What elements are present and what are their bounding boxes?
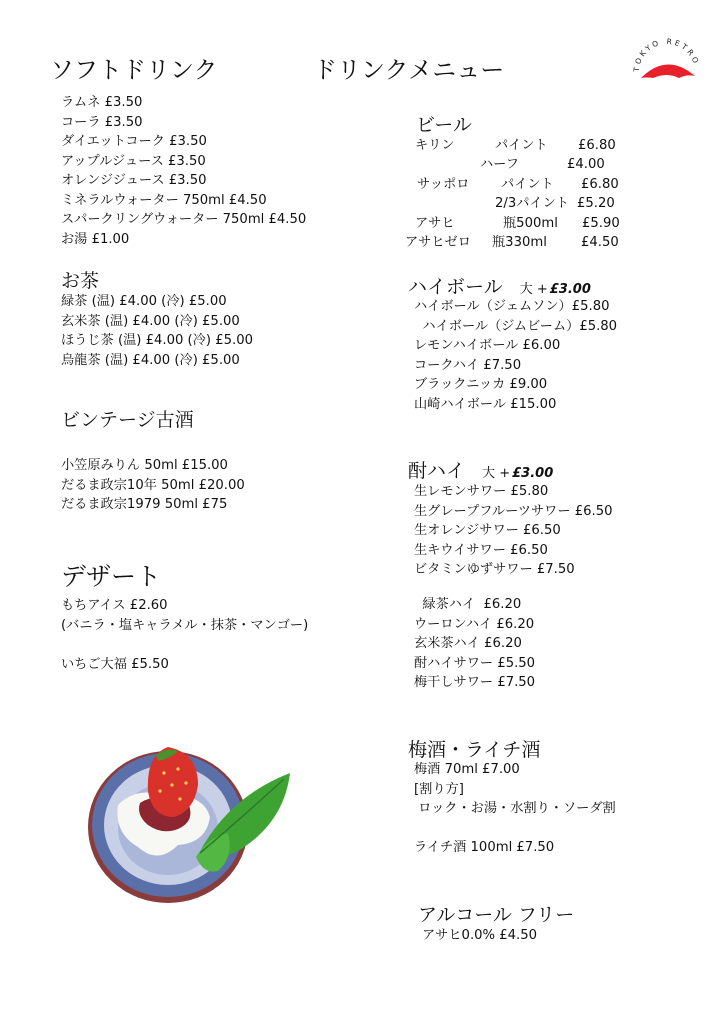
list-item: コーラ £3.50 <box>61 114 143 130</box>
list-item: オレンジジュース £3.50 <box>61 173 207 188</box>
list-item: ほうじ茶 (温) £4.00 (冷) £5.00 <box>61 333 253 348</box>
list-item: アップルジュース £3.50 <box>61 153 206 169</box>
list-item: もちアイス £2.60 <box>61 598 168 613</box>
list-item <box>414 819 616 839</box>
list-item: 山崎ハイボール £15.00 <box>414 396 557 412</box>
list-item: いちご大福 £5.50 <box>61 656 169 672</box>
beer-size: パイント <box>501 176 554 192</box>
list-item: だるま政宗10年 50ml £20.00 <box>61 477 245 493</box>
beer-name: サッポロ <box>417 176 470 192</box>
list-item: ダイエットコーク £3.50 <box>61 134 207 149</box>
highball-list <box>414 297 617 414</box>
beer-price: £5.90 <box>582 215 620 231</box>
beer-price: £4.00 <box>567 157 605 173</box>
table-row <box>405 233 645 252</box>
large-size-label: 大 + <box>519 282 548 297</box>
dessert-title: デザート <box>61 562 162 591</box>
list-item: 緑茶ハイ £6.20 <box>414 597 522 612</box>
table-row <box>405 136 645 155</box>
strawberry-daifuku-icon <box>78 725 298 905</box>
list-item <box>61 635 308 655</box>
tea-title: お茶 <box>61 270 100 292</box>
list-item: 生オレンジサワー £6.50 <box>414 523 561 538</box>
large-size-price: £3.00 <box>512 466 554 481</box>
beer-size: 2/3パイント <box>495 196 569 212</box>
list-item: だるま政宗1979 50ml £75 <box>61 497 228 512</box>
umeshu-list <box>414 760 616 858</box>
list-item: コークハイ £7.50 <box>414 357 522 373</box>
list-item: ハイボール（ジムビーム）£5.80 <box>414 318 618 334</box>
large-size-price: £3.00 <box>549 282 591 297</box>
tea-list <box>61 292 253 370</box>
list-item: 玄米茶 (温) £4.00 (冷) £5.00 <box>61 313 240 329</box>
beer-price: £6.80 <box>578 138 616 153</box>
large-size-label: 大 + <box>482 466 511 481</box>
chuhai-list-2 <box>414 595 535 693</box>
beer-size: 瓶330ml <box>492 234 547 250</box>
list-item: ミネラルウォーター 750ml £4.50 <box>61 192 267 208</box>
list-item: 生キウイサワー £6.50 <box>414 542 548 558</box>
umeshu-title: 梅酒・ライチ酒 <box>408 739 541 761</box>
list-item: 生グレープフルーツサワー £6.50 <box>414 503 613 519</box>
highball-header <box>408 272 591 299</box>
list-item: ハイボール（ジェムソン）£5.80 <box>414 299 610 314</box>
list-item: スパークリングウォーター 750ml £4.50 <box>61 212 307 227</box>
beer-table <box>405 136 645 252</box>
menu-title: ドリンクメニュー <box>313 56 505 84</box>
table-row <box>405 194 645 213</box>
list-item: ライチ酒 100ml £7.50 <box>414 840 555 855</box>
dessert-illustration <box>78 725 298 905</box>
list-item: 生レモンサワー £5.80 <box>414 484 549 499</box>
list-item: [割り方] <box>414 781 464 797</box>
table-row <box>405 175 645 194</box>
list-item: 緑茶 (温) £4.00 (冷) £5.00 <box>61 294 227 309</box>
vintage-title: ビンテージ古酒 <box>61 409 194 431</box>
list-item: 梅酒 70ml £7.00 <box>414 762 520 777</box>
list-item: ビタミンゆずサワー £7.50 <box>414 562 575 577</box>
list-item: ウーロンハイ £6.20 <box>414 616 535 632</box>
chuhai-header <box>408 456 553 483</box>
list-item: 梅干しサワー £7.50 <box>414 675 536 690</box>
beer-size: 瓶500ml <box>503 215 558 231</box>
list-item: (バニラ・塩キャラメル・抹茶・マンゴー) <box>61 617 309 633</box>
list-item: アサヒ0.0% £4.50 <box>422 928 538 943</box>
list-item: 小笠原みりん 50ml £15.00 <box>61 458 228 473</box>
beer-size: パイント <box>495 138 548 153</box>
highball-title: ハイボール <box>408 276 503 298</box>
table-row <box>405 155 645 174</box>
chuhai-title: 酎ハイ <box>408 460 466 482</box>
beer-name: キリン <box>415 138 455 153</box>
beer-price: £5.20 <box>577 196 615 212</box>
beer-title: ビール <box>416 114 472 136</box>
dessert-list <box>61 596 308 674</box>
list-item: ブラックニッカ £9.00 <box>414 377 548 392</box>
vintage-list <box>61 456 245 515</box>
alcohol-free-list <box>422 926 537 946</box>
chuhai-list <box>414 482 612 580</box>
table-row <box>405 214 645 233</box>
soft-drink-title: ソフトドリンク <box>50 56 218 84</box>
soft-drink-list <box>61 93 306 249</box>
beer-size: ハーフ <box>480 157 519 173</box>
beer-price: £6.80 <box>581 176 619 192</box>
logo-text: TOKYO RETRO <box>631 36 702 73</box>
tokyo-retro-logo <box>627 30 707 110</box>
list-item: ラムネ £3.50 <box>61 95 143 110</box>
list-item: ロック・お湯・水割り・ソーダ割 <box>414 801 616 816</box>
beer-name: アサヒ <box>415 215 455 231</box>
list-item: レモンハイボール £6.00 <box>414 338 561 353</box>
list-item: 玄米茶ハイ £6.20 <box>414 636 522 651</box>
beer-name: アサヒゼロ <box>405 234 471 250</box>
list-item: お湯 £1.00 <box>61 231 130 247</box>
logo-mark-icon <box>627 30 707 110</box>
list-item: 烏龍茶 (温) £4.00 (冷) £5.00 <box>61 352 240 368</box>
list-item: 酎ハイサワー £5.50 <box>414 655 536 671</box>
alcohol-free-title: アルコール フリー <box>418 904 575 926</box>
beer-price: £4.50 <box>581 234 619 250</box>
